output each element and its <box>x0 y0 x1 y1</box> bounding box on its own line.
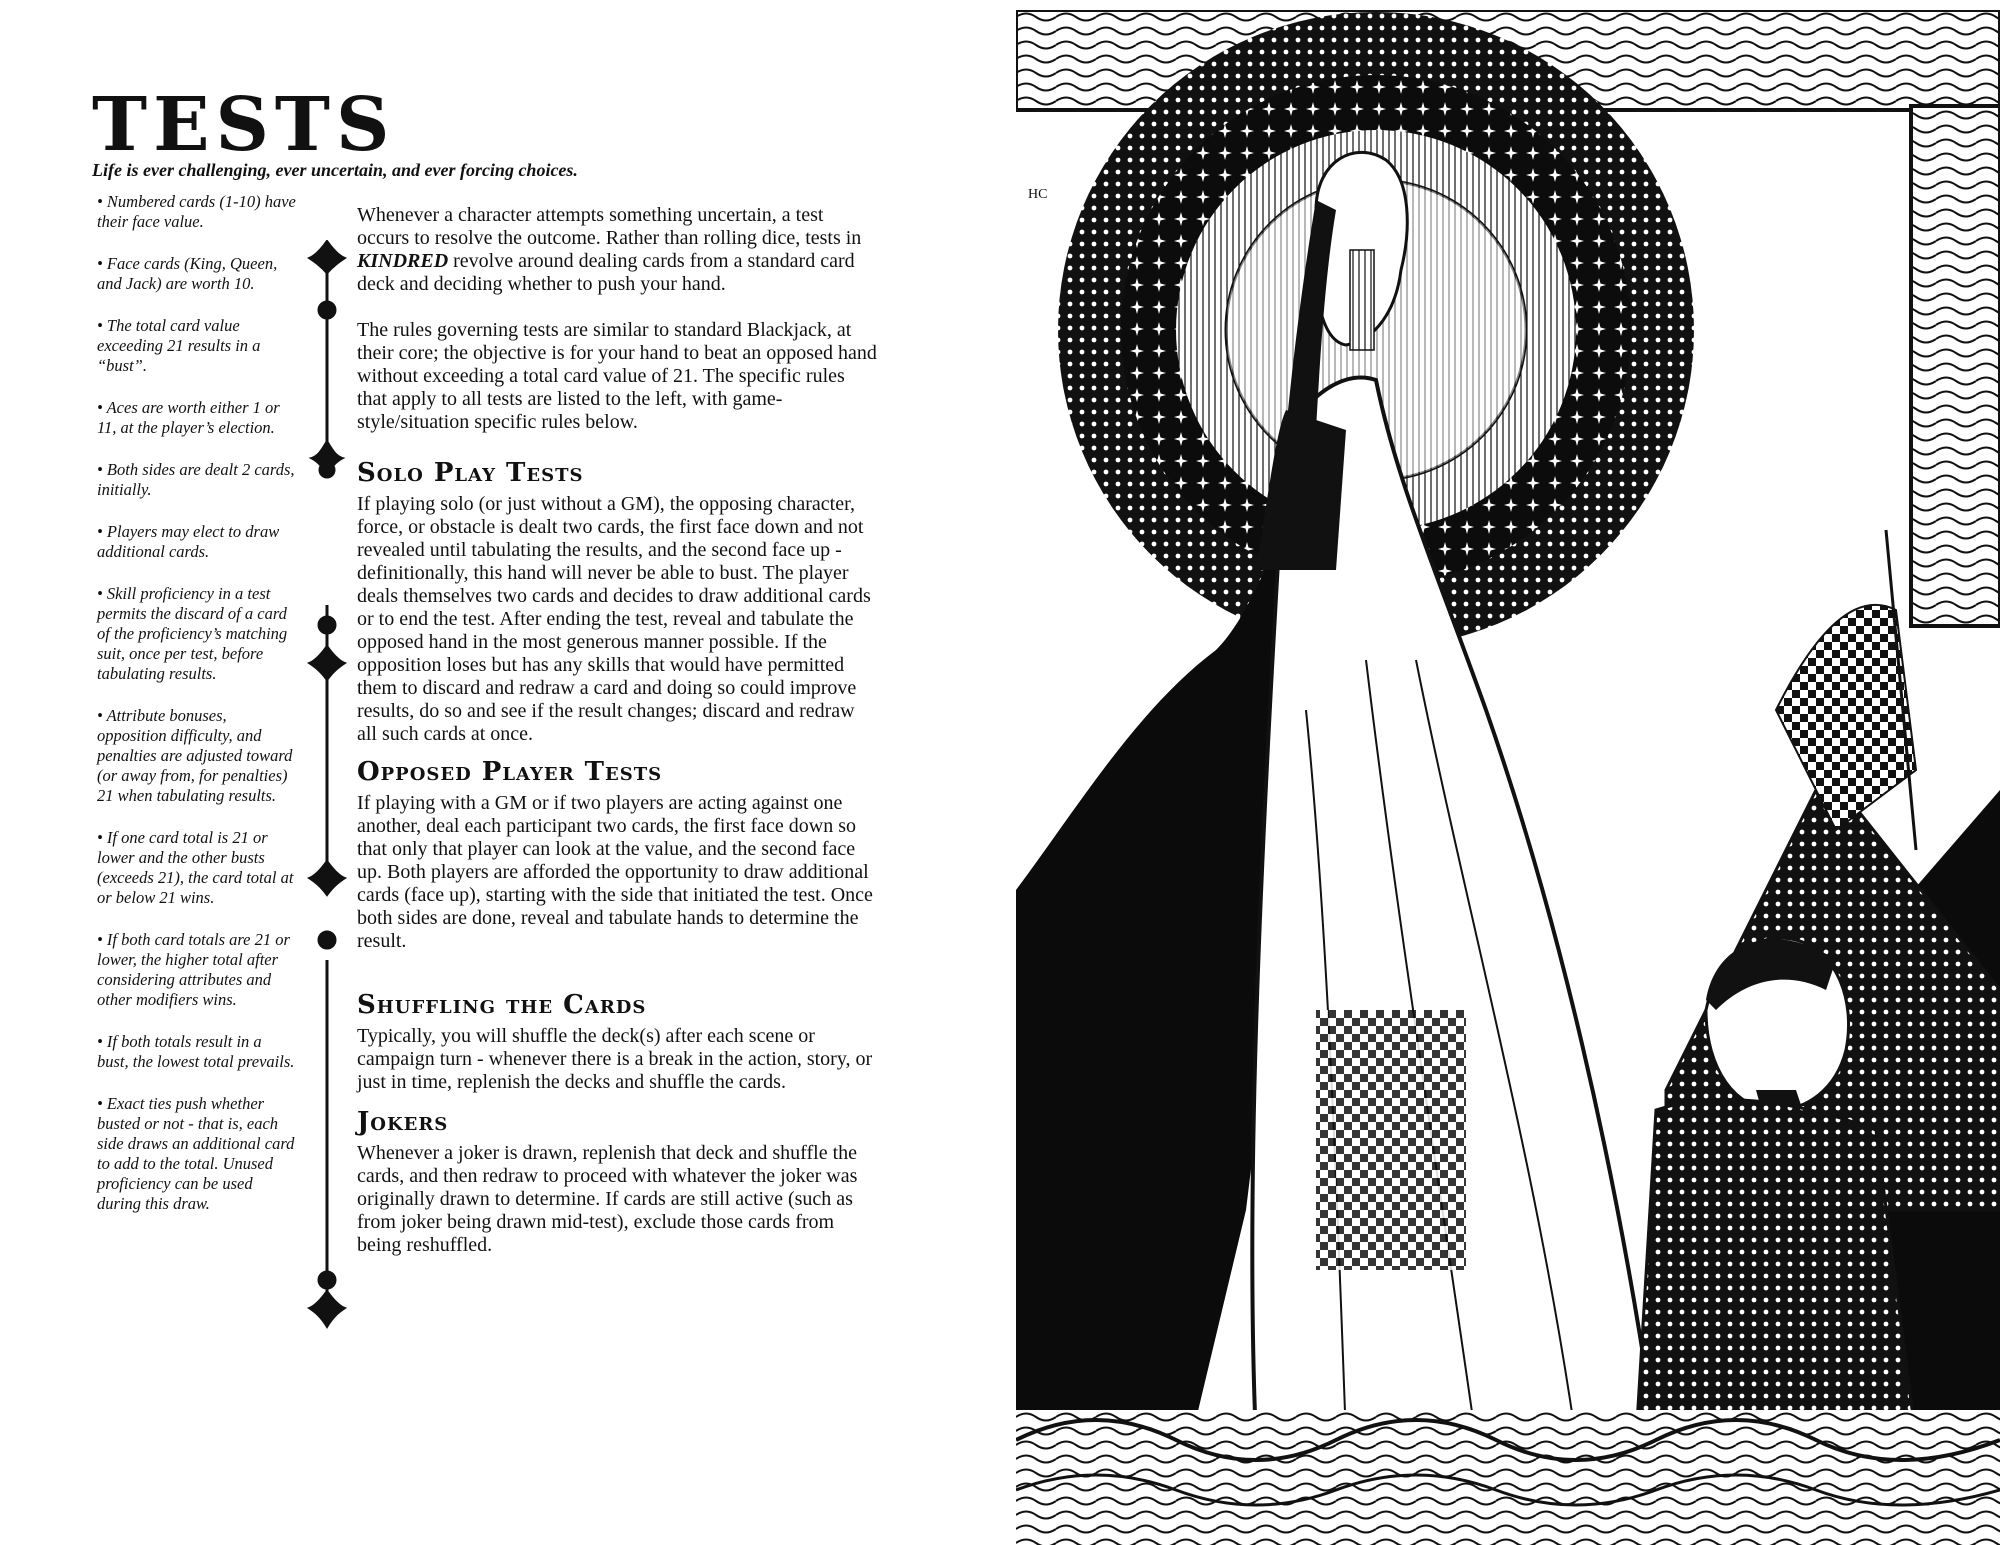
ink-illustration-robed-figure-with-halo <box>1016 10 2000 1545</box>
page-subtitle: Life is ever challenging, ever uncertain, and ever forcing choices. <box>92 160 578 180</box>
sidebar-note: • Skill proficiency in a test permits the discard of a card of the proficiency’s matching suit, once per test, before tabulating results. <box>97 584 288 683</box>
sidebar-rules <box>97 192 297 1236</box>
fleur-ornament-icon <box>308 616 346 681</box>
sidebar-note: • Both sides are dealt 2 cards, initially. <box>97 460 295 499</box>
opposed-player-heading: Opposed Player Tests <box>357 757 663 787</box>
decorative-rail-divider <box>300 240 360 1330</box>
sidebar-note: • Numbered cards (1-10) have their face value. <box>97 192 296 231</box>
main-text-column <box>357 204 877 1257</box>
fleur-ornament-icon <box>308 1271 346 1328</box>
page-title: TESTS <box>92 82 396 168</box>
rules-paragraph: The rules governing tests are similar to standard Blackjack, at their core; the objective is for your hand to beat an opposed hand without exceeding a total card value of 21. The specific rules that apply to all tests are listed to the left, with game-style/situation specific rules below. <box>357 319 877 433</box>
sidebar-note: • If both card totals are 21 or lower, the higher total after considering attributes and other modifiers wins. <box>97 930 290 1009</box>
artist-signature: HC <box>1028 187 1048 202</box>
sidebar-note: • If one card total is 21 or lower and the other busts (exceeds 21), the card total at or below 21 wins. <box>97 828 294 907</box>
kindred-keyword: KINDRED <box>357 250 449 272</box>
sidebar-note: • The total card value exceeding 21 results in a “bust”. <box>97 316 261 375</box>
shuffling-heading: Shuffling the Cards <box>357 990 647 1020</box>
solo-play-heading: Solo Play Tests <box>357 458 584 488</box>
sidebar-note: • If both totals result in a bust, the lowest total prevails. <box>97 1032 295 1071</box>
sidebar-note: • Players may elect to draw additional cards. <box>97 522 280 561</box>
fleur-ornament-icon <box>310 440 344 478</box>
sidebar-note: • Exact ties push whether busted or not - that is, each side draws an additional card to add to the total. Unused proficiency can be used during this draw. <box>97 1094 295 1213</box>
opposed-player-body: If playing with a GM or if two players are acting against one another, deal each participant two cards, the first face down so that only that player can look at the value, and the second face up. Both players are afforded the opportunity to draw additional cards (face up), starting with the side that initiated the test. Once both sides are done, reveal and tabulate hands to determine the result. <box>357 792 873 952</box>
shuffling-body: Typically, you will shuffle the deck(s) after each scene or campaign turn - whenever there is a break in the action, story, or just in time, replenish the decks and shuffle the cards. <box>357 1025 873 1093</box>
sidebar-note: • Face cards (King, Queen, and Jack) are worth 10. <box>97 254 278 293</box>
jokers-body: Whenever a joker is drawn, replenish that deck and shuffle the cards, and then redraw to proceed with whatever the joker was originally drawn to determine. If cards are still active (such as from joker being drawn mid-test), exclude those cards from being reshuffled. <box>357 1142 858 1256</box>
sidebar-note: • Aces are worth either 1 or 11, at the player’s election. <box>97 398 280 437</box>
sidebar-note: • Attribute bonuses, opposition difficulty, and penalties are adjusted toward (or away from, for penalties) 21 when tabulating results. <box>97 706 293 805</box>
jokers-heading: Jokers <box>357 1107 449 1137</box>
solo-play-body: If playing solo (or just without a GM), the opposing character, force, or obstacle is dealt two cards, the first face down and not revealed until tabulating the results, and the second face up - definitionally, this hand will never be able to bust. The player deals themselves two cards and decides to draw additional cards or to end the test. After ending the test, reveal and tabulate the opposed hand in the most generous manner possible. If the opposition loses but has any skills that would have permitted them to discard and redraw a card and doing so could improve results, do so and see if the result changes; discard and redraw all such cards at once. <box>357 493 871 745</box>
intro-paragraph: Whenever a character attempts something uncertain, a test occurs to resolve the outcome. Rather than rolling dice, tests in KINDRED revolve around dealing cards from a standard card deck and deciding whether to push your hand. <box>357 204 862 295</box>
fleur-ornament-icon <box>308 860 346 949</box>
